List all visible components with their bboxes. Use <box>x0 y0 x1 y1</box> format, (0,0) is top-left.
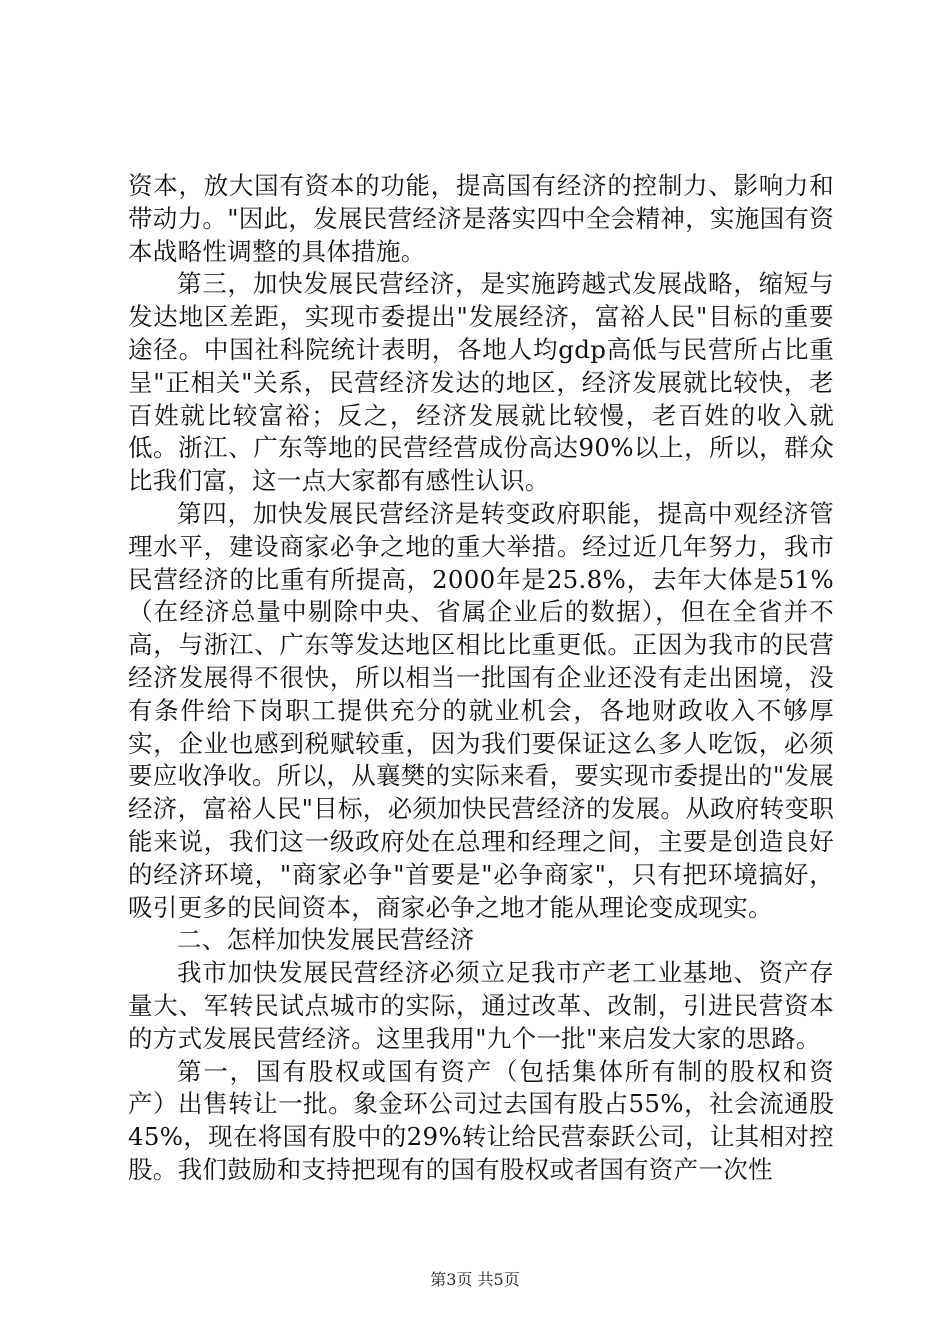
paragraph-4: 我市加快发展民营经济必须立足我市产老工业基地、资产存量大、军转民试点城市的实际，通过改革、改制，引进民营资本的方式发展民营经济。这里我用"九个一批"来启发大家的思路。 <box>128 958 834 1053</box>
section-heading: 二、怎样加快发展民营经济 <box>177 925 475 955</box>
page-footer: 第3页 共5页 <box>430 1270 520 1289</box>
paragraph-1: 资本，放大国有资本的功能，提高国有经济的控制力、影响力和带动力。"因此，发展民营经济是落实四中全会精神，实施国有资本战略性调整的具体措施。 <box>128 171 834 266</box>
paragraph-5: 第一，国有股权或国有资产（包括集体所有制的股权和资产）出售转让一批。象金环公司过去国有股占55%，社会流通股45%，现在将国有股中的29%转让给民营泰跃公司，让其相对控股。我们鼓励和支持把现有的国有股权或者国有资产一次性 <box>128 1056 834 1184</box>
document-body <box>128 170 834 1187</box>
paragraph-2: 第三，加快发展民营经济，是实施跨越式发展战略，缩短与发达地区差距，实现市委提出"发展经济，富裕人民"目标的重要途径。中国社科院统计表明，各地人均gdp高低与民营所占比重呈"正相关"关系，民营经济发达的地区，经济发展就比较快，老百姓就比较富裕；反之，经济发展就比较慢，老百姓的收入就低。浙江、广东等地的民营经营成份高达90%以上，所以，群众比我们富，这一点大家都有感性认识。 <box>128 269 834 496</box>
paragraph-3: 第四，加快发展民营经济是转变政府职能，提高中观经济管理水平，建设商家必争之地的重大举措。经过近几年努力，我市民营经济的比重有所提高，2000年是25.8%，去年大体是51%（在经济总量中剔除中央、省属企业后的数据），但在全省并不高，与浙江、广东等发达地区相比比重更低。正因为我市的民营经济发展得不很快，所以相当一批国有企业还没有走出困境，没有条件给下岗职工提供充分的就业机会，各地财政收入不够厚实，企业也感到税赋较重，因为我们要保证这么多人吃饭，必须要应收净收。所以，从襄樊的实际来看，要实现市委提出的"发展经济，富裕人民"目标，必须加快民营经济的发展。从政府转变职能来说，我们这一级政府处在总理和经理之间，主要是创造良好的经济环境，"商家必争"首要是"必争商家"，只有把环境搞好，吸引更多的民间资本，商家必争之地才能从理论变成现实。 <box>128 498 834 922</box>
